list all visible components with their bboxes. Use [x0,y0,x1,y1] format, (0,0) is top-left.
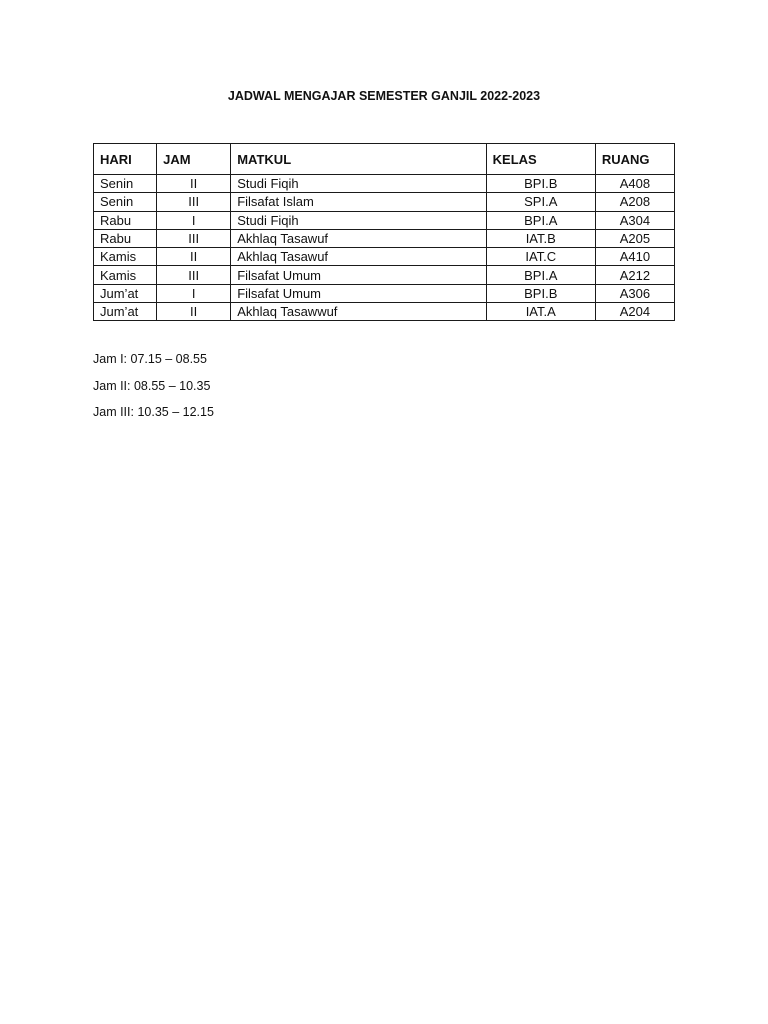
cell-kelas: IAT.C [486,248,595,266]
cell-ruang: A208 [595,193,674,211]
cell-jam: III [157,193,231,211]
cell-kelas: BPI.A [486,211,595,229]
cell-kelas: BPI.B [486,175,595,193]
table-row [94,303,675,321]
cell-jam: III [157,229,231,247]
cell-jam: I [157,211,231,229]
table-row [94,266,675,284]
time-slot-note: Jam II: 08.55 – 10.35 [93,378,211,393]
time-slot-note: Jam III: 10.35 – 12.15 [93,405,214,419]
cell-kelas: SPI.A [486,193,595,211]
cell-hari: Rabu [94,211,157,229]
cell-ruang: A204 [595,303,674,321]
cell-matkul: Filsafat Islam [231,193,486,211]
table-row [94,229,675,247]
table-row [94,175,675,193]
cell-matkul: Filsafat Umum [231,284,486,302]
cell-jam: II [157,303,231,321]
table-header-row [94,144,675,175]
cell-matkul: Studi Fiqih [231,211,486,229]
cell-hari: Senin [94,193,157,211]
column-header-matkul: MATKUL [231,144,486,175]
cell-hari: Rabu [94,229,157,247]
cell-kelas: BPI.B [486,284,595,302]
cell-kelas: IAT.B [486,229,595,247]
cell-hari: Jum’at [94,303,157,321]
cell-matkul: Filsafat Umum [231,266,486,284]
table-row [94,284,675,302]
cell-hari: Senin [94,175,157,193]
cell-matkul: Akhlaq Tasawuf [231,229,486,247]
cell-matkul: Studi Fiqih [231,175,486,193]
table-row [94,248,675,266]
cell-jam: I [157,284,231,302]
cell-hari: Kamis [94,248,157,266]
table-row [94,211,675,229]
column-header-hari: HARI [94,144,157,175]
document-title: JADWAL MENGAJAR SEMESTER GANJIL 2022-2023 [227,89,541,103]
column-header-kelas: KELAS [486,144,595,175]
cell-hari: Kamis [94,266,157,284]
time-slot-note: Jam I: 07.15 – 08.55 [93,352,207,366]
cell-jam: II [157,248,231,266]
table-row [94,193,675,211]
cell-ruang: A212 [595,266,674,284]
column-header-jam: JAM [157,144,231,175]
time-slot-notes [93,351,214,431]
cell-ruang: A410 [595,248,674,266]
cell-matkul: Akhlaq Tasawwuf [231,303,486,321]
cell-ruang: A304 [595,211,674,229]
column-header-ruang: RUANG [595,144,674,175]
cell-jam: III [157,266,231,284]
cell-ruang: A408 [595,175,674,193]
cell-jam: II [157,175,231,193]
cell-ruang: A306 [595,284,674,302]
cell-matkul: Akhlaq Tasawuf [231,248,486,266]
schedule-table [93,143,675,321]
cell-kelas: IAT.A [486,303,595,321]
cell-hari: Jum’at [94,284,157,302]
cell-kelas: BPI.A [486,266,595,284]
cell-ruang: A205 [595,229,674,247]
